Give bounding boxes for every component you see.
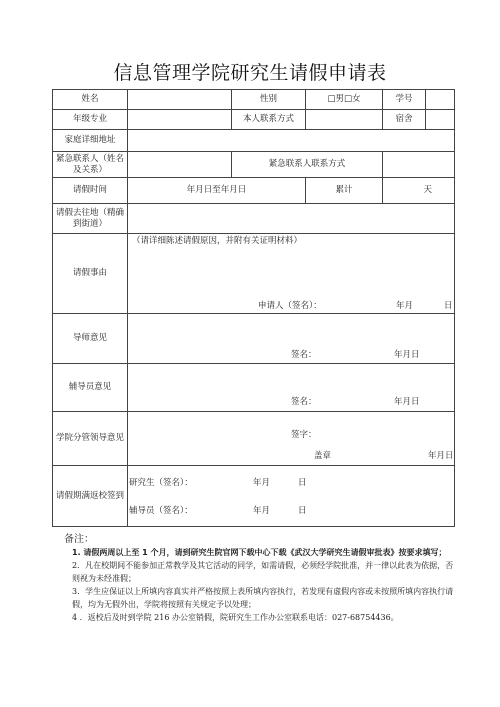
contact-label: 本人联系方式 — [232, 110, 306, 130]
student-sign-ym: 年月 — [253, 478, 271, 488]
seal-label: 盖章 — [314, 451, 332, 461]
grade-major-label: 年级专业 — [53, 110, 128, 130]
leave-time-label: 请假时间 — [53, 178, 128, 204]
leader-label: 学院分管领导意见 — [53, 412, 128, 466]
leave-time-field[interactable]: 年月日至年月日 — [128, 178, 306, 204]
reason-hint: （请详细陈述请假原因，并附有关证明材料） — [132, 236, 303, 246]
leader-date: 年月日 — [428, 451, 454, 461]
student-sign-label: 研究生（签名）： — [129, 478, 193, 488]
destination-label: 请假去往地（精确到街道） — [53, 204, 128, 234]
leader-sign-label: 签字： — [291, 430, 317, 440]
dorm-label: 宿舍 — [383, 110, 426, 129]
reason-field[interactable] — [128, 234, 455, 314]
leader-field[interactable] — [128, 412, 455, 466]
note-2: 2．凡在校期间不能参加正常教学及其它活动的同学，如需请假，必须经学院批准，并一律以此表为依据，否则视为未经准假； — [72, 561, 454, 583]
applicant-sign-label: 申请人（签名）： — [258, 301, 322, 311]
gender-options[interactable]: □男□女 — [306, 90, 383, 110]
return-label: 请假期满返校签到 — [53, 466, 128, 527]
emergency-phone-label: 紧急联系人联系方式 — [232, 152, 383, 178]
note-1: 1. 请假两周以上至 1 个月，请到研究生院官网下载中心下载《武汉大学研究生请假审批表》按要求填写； — [72, 548, 447, 557]
advisor-sign-label: 签名： — [291, 350, 317, 360]
advisor-date: 年月日 — [394, 350, 420, 360]
advisor-label: 导师意见 — [53, 314, 128, 364]
note-3: 3．学生应保证以上所填内容真实并严格按照上表所填内容执行，若发现有虚假内容或未按照所填内容执行请假，均为无假外出，学院将按照有关规定予以处理； — [72, 587, 454, 609]
student-sign-d: 日 — [298, 478, 307, 488]
counselor-return-ym: 年月 — [253, 506, 271, 516]
counselor-return-d: 日 — [298, 506, 307, 516]
total-days-label: 累计 — [306, 178, 383, 204]
student-id-field[interactable] — [426, 90, 454, 109]
grade-major-field[interactable] — [128, 110, 232, 130]
page-title: 信息管理学院研究生请假申请表 — [113, 62, 387, 84]
counselor-return-sign-label: 辅导员（签名）： — [129, 506, 193, 516]
notes-section — [60, 533, 460, 624]
counselor-label: 辅导员意见 — [53, 364, 128, 412]
counselor-sign-label: 签名： — [291, 397, 317, 407]
address-label: 家庭详细地址 — [53, 130, 128, 152]
student-id-cell[interactable] — [383, 90, 455, 110]
note-4: 4 ．返校后及时到学院 216 办公室销假，院研究生工作办公室联系电话：027-68754436。 — [72, 613, 399, 622]
destination-field[interactable] — [128, 204, 455, 234]
applicant-date-d: 日 — [444, 301, 453, 311]
total-days-field[interactable]: 天 — [383, 178, 455, 204]
advisor-field[interactable] — [128, 314, 455, 364]
return-field[interactable] — [128, 466, 455, 527]
counselor-date: 年月日 — [394, 397, 420, 407]
student-id-label: 学号 — [383, 90, 426, 109]
notes-heading: 备注： — [64, 534, 94, 545]
reason-label: 请假事由 — [53, 234, 128, 314]
contact-field[interactable] — [306, 110, 383, 130]
address-field[interactable] — [128, 130, 455, 152]
emergency-phone-field[interactable] — [383, 152, 455, 178]
name-field[interactable] — [128, 90, 232, 110]
dorm-field[interactable] — [426, 110, 454, 129]
emergency-contact-label: 紧急联系人（姓名及关系） — [53, 152, 128, 178]
name-label: 姓名 — [53, 90, 128, 110]
applicant-date-ym: 年月 — [396, 301, 414, 311]
dorm-cell[interactable] — [383, 110, 455, 130]
counselor-field[interactable] — [128, 364, 455, 412]
emergency-contact-field[interactable] — [128, 152, 232, 178]
gender-label: 性别 — [232, 90, 306, 110]
leave-application-form — [52, 89, 455, 527]
